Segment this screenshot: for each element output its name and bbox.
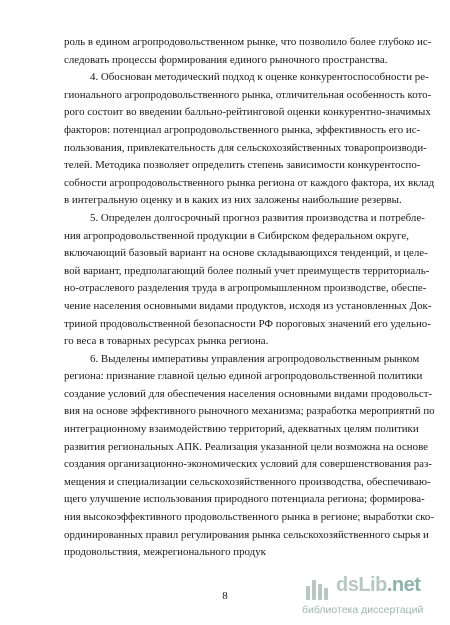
- watermark-subtitle: библиотека диссертаций: [302, 604, 424, 616]
- watermark-brand: [336, 574, 420, 597]
- text-line: следовать процессы формирования единого рыночного пространства.: [64, 53, 388, 66]
- text-line: создание условий для обеспечения населения основными видами продовольст-: [64, 387, 433, 400]
- text-line: телей. Методика позволяет определить степень зависимости конкурентоспо-: [64, 159, 421, 172]
- text-line: ния высокоэффективного продовольственного рынка в регионе; выработки ско-: [64, 511, 434, 524]
- text-line: 6. Выделены императивы управления агропродовольственным рынком: [90, 352, 420, 365]
- text-line: региона: признание главной целью единой агропродовольственной политики: [64, 370, 423, 383]
- text-line: продовольствия, межрегионального продук: [64, 546, 266, 559]
- text-line: интеграционному взаимодействию территорий, адекватных целям политики: [64, 423, 419, 436]
- text-line: развития региональных АПК. Реализация указанной цели возможна на основе: [64, 440, 428, 453]
- text-line: пользования, привлекательность для сельскохозяйственных товаропроизводи-: [64, 141, 427, 154]
- books-icon: [306, 580, 330, 600]
- text-line: ординированных правил регулирования рынка сельскохозяйственного сырья и: [64, 528, 429, 541]
- text-line: создания организационно-экономических условий для совершенствования раз-: [64, 458, 432, 471]
- page-number: 8: [222, 590, 228, 602]
- watermark-brand-a: dsLib: [336, 574, 387, 596]
- text-line: вой вариант, предполагающий более полный учет преимуществ территориаль-: [64, 264, 430, 277]
- text-line: факторов: потенциал агропродовольственного рынка, эффективность его ис-: [64, 123, 421, 136]
- body-text: [64, 34, 435, 562]
- watermark-logo: [302, 574, 450, 622]
- text-line: ния агропродовольственной продукции в Сибирском федеральном округе,: [64, 229, 409, 242]
- text-line: триной продовольственной безопасности РФ пороговых значений его удельно-: [64, 317, 431, 330]
- text-line: го веса в товарных ресурсах рынка региона.: [64, 335, 269, 348]
- text-line: но-отраслевого разделения труда в агропромышленном производстве, обеспе-: [64, 282, 427, 295]
- text-line: рого состоит во введении балльно-рейтинговой оценки конкурентно-значимых: [64, 106, 431, 119]
- text-line: собности агропродовольственного рынка региона от каждого фактора, их вклад: [64, 176, 435, 189]
- text-line: мещения и специализации сельскохозяйственного производства, обеспечиваю-: [64, 475, 431, 488]
- text-line: включающий базовый вариант на основе складывающихся тенденций, и целе-: [64, 247, 428, 260]
- text-line: вия на основе эффективного рыночного механизма; разработка мероприятий по: [64, 405, 435, 418]
- text-line: гионального агропродовольственного рынка, отличительная особенность кото-: [64, 88, 432, 101]
- text-line: щего улучшение использования природного потенциала региона; формирова-: [64, 493, 425, 506]
- watermark-brand-b: .net: [386, 574, 421, 596]
- text-line: 4. Обоснован методический подход к оценке конкурентоспособности ре-: [90, 71, 429, 84]
- text-line: 5. Определен долгосрочный прогноз развития производства и потребле-: [90, 211, 425, 224]
- text-line: в интегральную оценку и в каких из них заложены наибольшие резервы.: [64, 194, 402, 207]
- text-line: чение населения основными видами продуктов, исходя из установленных Док-: [64, 299, 432, 312]
- text-line: роль в едином агропродовольственном рынке, что позволило более глубоко ис-: [64, 36, 432, 48]
